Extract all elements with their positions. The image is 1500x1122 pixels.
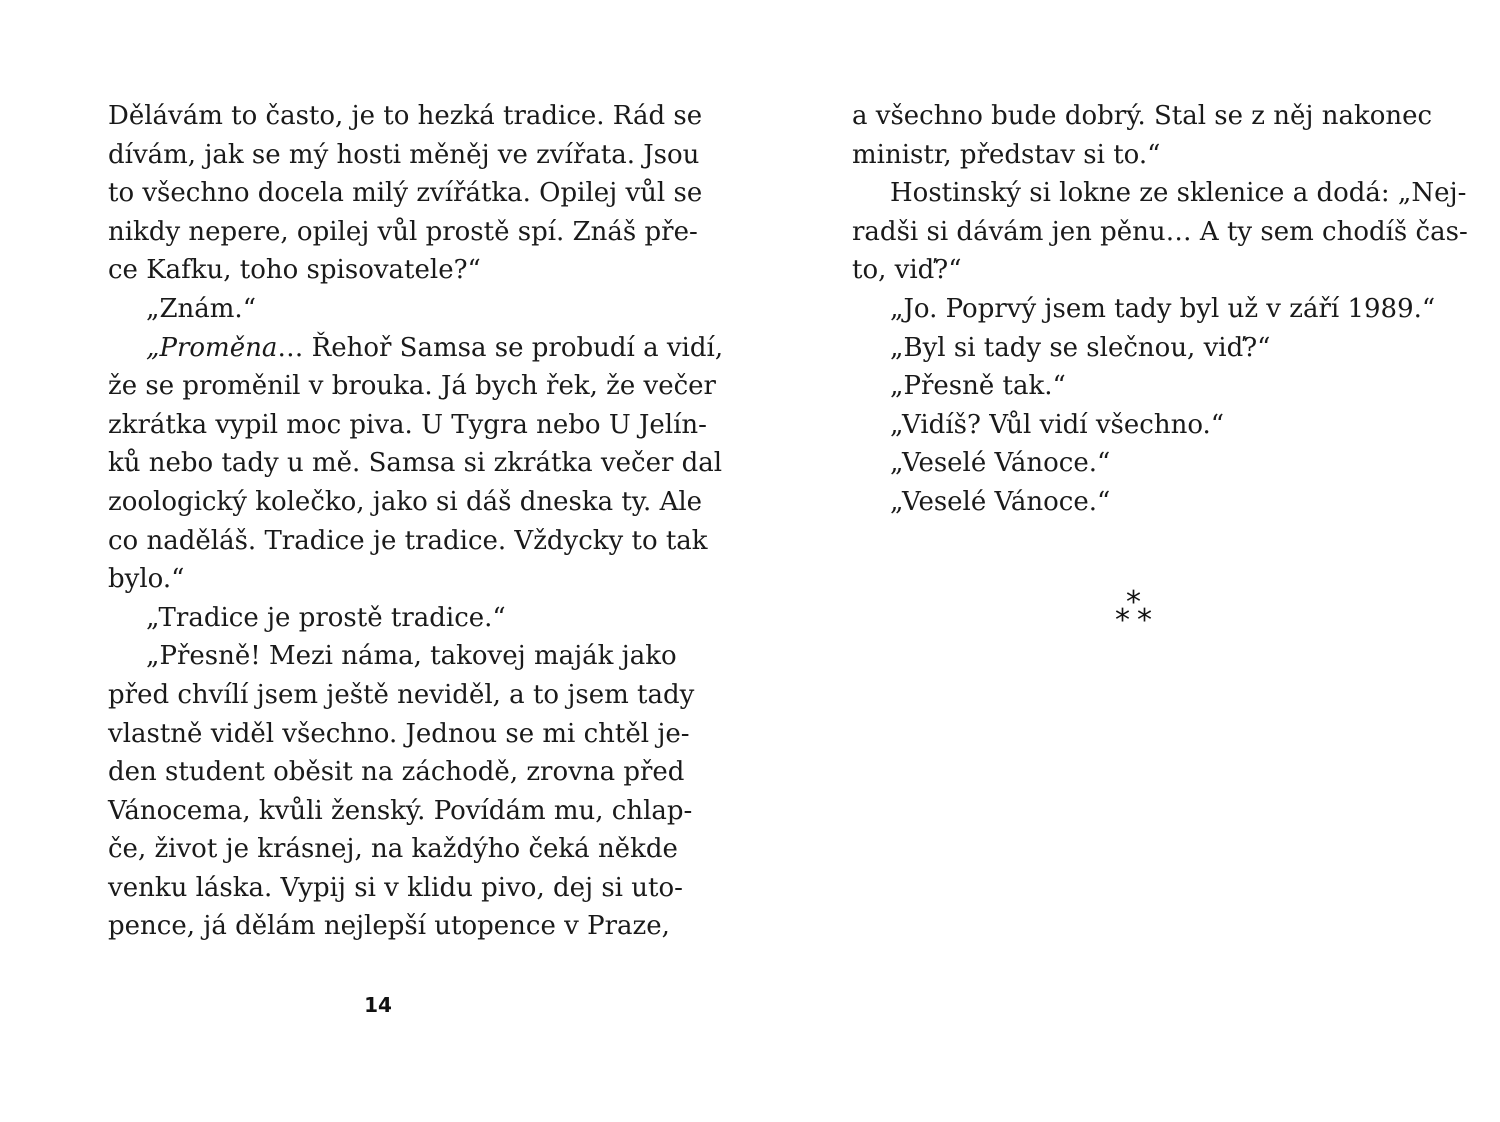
text-line: „Veselé Vánoce.“ bbox=[890, 448, 1111, 479]
text-line: před chvílí jsem ještě neviděl, a to jsem tady bbox=[108, 679, 695, 710]
text-line: „Byl si tady se slečnou, viď?“ bbox=[890, 332, 1271, 363]
text-line: „Jo. Poprvý jsem tady byl už v září 1989.“ bbox=[890, 293, 1436, 324]
page-number: 14 bbox=[364, 993, 392, 1017]
asterisk-icon: * bbox=[1126, 585, 1141, 620]
text-line: to všechno docela milý zvířátka. Opilej vůl se bbox=[108, 178, 703, 209]
left-page-text bbox=[108, 97, 724, 946]
asterisk-icon: * bbox=[1115, 603, 1130, 638]
text-line: zkrátka vypil moc piva. U Tygra nebo U Jelín- bbox=[108, 409, 707, 440]
text-line: pence, já dělám nejlepší utopence v Praze, bbox=[108, 911, 670, 942]
text-line: venku láska. Vypij si v klidu pivo, dej si uto- bbox=[108, 872, 683, 903]
text-line: „Znám.“ bbox=[146, 293, 256, 324]
text-line: to, viď?“ bbox=[852, 255, 962, 286]
asterisk-icon: * bbox=[1137, 603, 1152, 638]
text-line: zoologický kolečko, jako si dáš dneska ty. Ale bbox=[108, 486, 703, 517]
text-line-rest: … Řehoř Samsa se probudí a vidí, bbox=[277, 332, 724, 363]
text-line: nikdy nepere, opilej vůl prostě spí. Znáš pře- bbox=[108, 216, 698, 247]
text-line: bylo.“ bbox=[108, 564, 185, 595]
text-line: a všechno bude dobrý. Stal se z něj nakonec bbox=[852, 101, 1433, 131]
text-line: „Veselé Vánoce.“ bbox=[890, 486, 1111, 517]
text-line: radši si dávám jen pěnu… A ty sem chodíš čas- bbox=[852, 216, 1468, 247]
text-line: dívám, jak se mý hosti měněj ve zvířata. Jsou bbox=[108, 139, 700, 170]
text-line: ministr, představ si to.“ bbox=[852, 139, 1161, 170]
text-line: ce Kafku, toho spisovatele?“ bbox=[108, 255, 481, 286]
text-line: co naděláš. Tradice je tradice. Vždycky to tak bbox=[108, 525, 708, 556]
text-line: Hostinský si lokne ze sklenice a dodá: „Nej- bbox=[890, 178, 1467, 209]
text-line: vlastně viděl všechno. Jednou se mi chtěl je- bbox=[108, 718, 690, 749]
text-line: „Přesně tak.“ bbox=[890, 371, 1066, 402]
text-line bbox=[108, 329, 724, 368]
right-page-text bbox=[852, 97, 1468, 522]
text-line: če, život je krásnej, na každýho čeká někde bbox=[108, 834, 678, 865]
text-line: že se proměnil v brouka. Já bych řek, že večer bbox=[108, 371, 716, 402]
italic-open-quote: „ bbox=[146, 332, 160, 363]
text-line: „Tradice je prostě tradice.“ bbox=[146, 602, 506, 633]
italic-book-title: Proměna bbox=[159, 332, 278, 363]
text-line: ků nebo tady u mě. Samsa si zkrátka večer dal bbox=[108, 448, 723, 479]
text-line: den student oběsit na záchodě, zrovna před bbox=[108, 757, 685, 788]
text-line: „Přesně! Mezi náma, takovej maják jako bbox=[146, 641, 677, 672]
text-line: Dělávám to často, je to hezká tradice. Rád se bbox=[108, 101, 703, 131]
asterism-divider bbox=[1113, 585, 1163, 638]
text-line: „Vidíš? Vůl vidí všechno.“ bbox=[890, 409, 1225, 440]
text-line: Vánocema, kvůli ženský. Povídám mu, chlap- bbox=[108, 795, 693, 826]
